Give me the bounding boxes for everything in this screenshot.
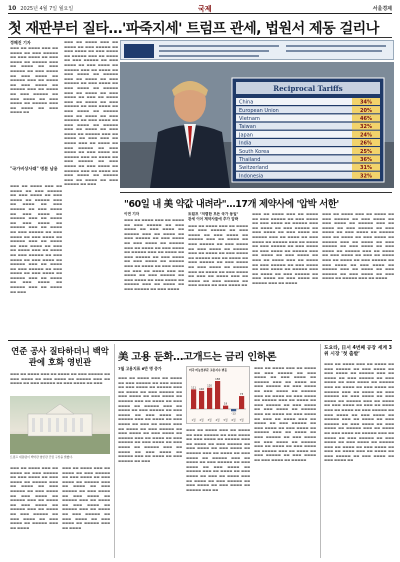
tariff-country: South Korea	[239, 148, 270, 155]
bottom-left-text2: ▬▬▬ ▬▬ ▬▬▬▬ ▬▬▬ ▬▬ ▬▬▬▬ ▬▬ ▬▬▬ ▬▬▬▬▬ ▬▬ ▬▬▬ ▬▬▬▬ ▬▬ ▬▬▬ ▬▬▬▬ ▬▬ ▬▬▬▬▬ ▬▬▬ ▬▬ ▬▬▬▬ ▬▬ ▬▬▬ ▬▬▬▬▬ ▬▬ ▬▬▬ ▬▬▬▬ ▬▬ ▬▬▬ ▬▬▬▬ ▬▬ ▬▬▬▬▬ ▬▬▬ ▬▬ ▬▬▬▬ ▬▬ ▬▬▬ ▬▬▬▬ ▬▬ ▬▬▬▬▬ ▬▬▬ ▬▬ ▬▬▬▬ ▬▬ ▬▬▬ ▬▬▬▬▬ ▬▬ ▬▬▬ ▬▬▬▬ ▬▬ ▬▬▬ ▬▬▬▬ ▬▬ ▬▬▬▬▬ ▬▬▬ ▬▬ ▬▬▬▬	[62, 466, 110, 530]
subheading-emergency: "국가비상사태" 명분 남용	[10, 166, 58, 171]
chart-category-label: 7월	[239, 419, 244, 422]
subheading-pressure: 관세 이어 제약사들에 추가 압박	[188, 216, 239, 221]
tariff-rate: 36%	[360, 157, 372, 163]
chart-bar	[239, 396, 244, 409]
bottom-left-intro: ▬▬▬ ▬▬ ▬▬▬▬ ▬▬▬ ▬▬ ▬▬▬▬ ▬▬ ▬▬▬ ▬▬▬▬▬ ▬▬ ▬▬▬ ▬▬▬▬ ▬▬ ▬▬▬ ▬▬▬▬ ▬▬ ▬▬▬▬▬ ▬▬▬ ▬▬ ▬▬▬▬ ▬▬ ▬▬▬ ▬▬▬▬▬ ▬▬ ▬▬▬ ▬▬▬▬ ▬▬ ▬▬▬	[10, 372, 110, 386]
photo-illustration	[120, 62, 394, 188]
article-text-col1: ▬▬▬ ▬▬ ▬▬▬▬ ▬▬▬ ▬▬ ▬▬▬▬ ▬▬ ▬▬▬ ▬▬▬▬▬ ▬▬ ▬▬▬ ▬▬▬▬ ▬▬ ▬▬▬ ▬▬▬▬ ▬▬ ▬▬▬▬▬ ▬▬▬ ▬▬ ▬▬▬▬ ▬▬ ▬▬▬ ▬▬▬▬▬ ▬▬ ▬▬▬ ▬▬▬▬ ▬▬ ▬▬▬ ▬▬▬▬ ▬▬ ▬▬▬▬▬ ▬▬▬ ▬▬ ▬▬▬▬ ▬▬ ▬▬▬ ▬▬▬▬ ▬▬ ▬▬▬▬▬ ▬▬▬ ▬▬ ▬▬▬▬ ▬▬ ▬▬▬ ▬▬▬▬▬ ▬▬ ▬▬▬ ▬▬▬▬ ▬▬ ▬▬▬ ▬▬▬▬ ▬▬ ▬▬▬▬▬ ▬▬▬ ▬▬ ▬▬▬▬ ▬▬ ▬▬▬ ▬▬▬▬ ▬▬	[10, 46, 58, 115]
main-headline: 첫 재판부터 질타…'파죽지세' 트럼프 관세, 법원서 제동 걸리나	[8, 21, 379, 37]
chart-data-label: 73	[239, 393, 244, 397]
article-text-mid3: ▬▬▬ ▬▬ ▬▬▬▬ ▬▬▬ ▬▬ ▬▬▬▬ ▬▬ ▬▬▬ ▬▬▬▬▬ ▬▬ ▬▬▬ ▬▬▬▬ ▬▬ ▬▬▬ ▬▬▬▬ ▬▬ ▬▬▬▬▬ ▬▬▬ ▬▬ ▬▬▬▬ ▬▬ ▬▬▬ ▬▬▬▬▬ ▬▬ ▬▬▬ ▬▬▬▬ ▬▬ ▬▬▬ ▬▬▬▬ ▬▬ ▬▬▬▬▬ ▬▬▬ ▬▬ ▬▬▬▬ ▬▬ ▬▬▬ ▬▬▬▬ ▬▬ ▬▬▬▬▬ ▬▬▬ ▬▬ ▬▬▬▬ ▬▬ ▬▬▬ ▬▬▬▬▬ ▬▬ ▬▬▬ ▬▬▬▬ ▬▬ ▬▬▬ ▬▬▬▬ ▬▬ ▬▬▬▬▬ ▬▬▬ ▬▬ ▬▬▬▬ ▬▬ ▬▬▬ ▬▬▬▬ ▬▬ ▬▬▬ ▬▬ ▬▬▬▬ ▬▬▬ ▬▬ ▬▬▬▬ ▬▬ ▬▬▬ ▬▬▬▬▬ ▬▬ ▬▬▬ ▬▬▬▬ ▬▬ ▬▬▬ ▬▬▬▬ ▬▬ ▬▬▬▬▬ ▬▬▬ ▬▬ ▬▬▬▬ ▬▬ ▬▬▬ ▬▬▬▬▬ ▬▬ ▬▬▬ ▬▬▬▬ ▬▬ ▬▬▬ ▬▬▬▬ ▬▬ ▬▬▬▬▬ ▬▬▬ ▬▬ ▬▬▬▬	[252, 212, 318, 285]
tariff-country: China	[239, 99, 254, 106]
tariff-rate: 32%	[360, 173, 372, 180]
chart-category-label: 5월	[223, 419, 228, 422]
tariff-rate: 25%	[360, 148, 372, 155]
chart-category-label: 4월	[215, 419, 220, 422]
article-text-mid1: ▬▬▬ ▬▬ ▬▬▬▬ ▬▬▬ ▬▬ ▬▬▬▬ ▬▬ ▬▬▬ ▬▬▬▬▬ ▬▬ ▬▬▬ ▬▬▬▬ ▬▬ ▬▬▬ ▬▬▬▬ ▬▬ ▬▬▬▬▬ ▬▬▬ ▬▬ ▬▬▬▬ ▬▬ ▬▬▬ ▬▬▬▬▬ ▬▬ ▬▬▬ ▬▬▬▬ ▬▬ ▬▬▬ ▬▬▬▬ ▬▬ ▬▬▬▬▬ ▬▬▬ ▬▬ ▬▬▬▬ ▬▬ ▬▬▬ ▬▬▬▬ ▬▬ ▬▬▬▬▬ ▬▬▬ ▬▬ ▬▬▬▬ ▬▬ ▬▬▬ ▬▬▬▬▬ ▬▬ ▬▬▬ ▬▬▬▬ ▬▬ ▬▬▬ ▬▬▬▬ ▬▬ ▬▬▬▬▬ ▬▬▬ ▬▬ ▬▬▬▬ ▬▬ ▬▬▬ ▬▬▬▬ ▬▬ ▬▬▬ ▬▬ ▬▬▬▬ ▬▬▬ ▬▬ ▬▬▬▬ ▬▬ ▬▬▬ ▬▬▬▬▬ ▬▬ ▬▬▬ ▬▬▬▬ ▬▬ ▬▬▬ ▬▬▬▬ ▬▬ ▬▬▬▬▬ ▬▬▬ ▬▬ ▬▬▬▬ ▬▬ ▬▬▬ ▬▬▬▬▬ ▬▬ ▬▬▬ ▬▬▬▬	[124, 218, 184, 291]
chart-data-label: 111	[191, 386, 197, 390]
infographic-banner	[120, 40, 394, 60]
bottom-mid-subhead: 7월 고용지표 6만 명 증가	[118, 366, 162, 371]
bottom-left-headline: 연준 공사 질타하더니 백악관에 호화 영빈관	[11, 346, 109, 367]
bottom-left-caption: 트럼프 대통령이 백악관 영빈관 건립 구상을 밝혔다.	[10, 455, 73, 459]
bottom-right-headline: 도요타, 日서 4번째 공장 세계 3위 시장 '첫 출발'	[324, 346, 392, 358]
tariff-country: Japan	[239, 132, 253, 139]
employment-chart	[186, 366, 250, 424]
page-header-bar	[8, 4, 392, 14]
tariff-rate: 46%	[360, 116, 372, 122]
paper-name: 서울경제	[372, 6, 392, 12]
tariff-country: Taiwan	[239, 124, 257, 131]
byline: 정혜진 기자	[10, 40, 31, 45]
chart-data-label: 102	[199, 387, 205, 391]
tariff-country: Vietnam	[239, 116, 260, 122]
article-text-mid4: ▬▬▬ ▬▬ ▬▬▬▬ ▬▬▬ ▬▬ ▬▬▬▬ ▬▬ ▬▬▬ ▬▬▬▬▬ ▬▬ ▬▬▬ ▬▬▬▬ ▬▬ ▬▬▬ ▬▬▬▬ ▬▬ ▬▬▬▬▬ ▬▬▬ ▬▬ ▬▬▬▬ ▬▬ ▬▬▬ ▬▬▬▬▬ ▬▬ ▬▬▬ ▬▬▬▬ ▬▬ ▬▬▬ ▬▬▬▬ ▬▬ ▬▬▬▬▬ ▬▬▬ ▬▬ ▬▬▬▬ ▬▬ ▬▬▬ ▬▬▬▬ ▬▬ ▬▬▬▬▬ ▬▬▬ ▬▬ ▬▬▬▬ ▬▬ ▬▬▬ ▬▬▬▬▬ ▬▬ ▬▬▬ ▬▬▬▬ ▬▬ ▬▬▬ ▬▬▬▬ ▬▬ ▬▬▬▬▬ ▬▬▬ ▬▬ ▬▬▬▬ ▬▬ ▬▬▬ ▬▬▬▬ ▬▬ ▬▬▬ ▬▬ ▬▬▬▬ ▬▬▬ ▬▬ ▬▬▬▬ ▬▬ ▬▬▬ ▬▬▬▬▬ ▬▬ ▬▬▬ ▬▬▬▬ ▬▬ ▬▬▬ ▬▬▬▬ ▬▬ ▬▬▬▬▬ ▬▬▬ ▬▬ ▬▬▬▬ ▬▬ ▬▬▬ ▬▬▬▬▬ ▬▬ ▬▬▬ ▬▬▬▬ ▬▬ ▬▬▬ ▬▬▬▬ ▬▬ ▬▬▬▬▬ ▬▬▬ ▬▬ ▬▬▬▬	[322, 212, 394, 281]
tariff-country: India	[239, 140, 252, 147]
bottom-left-photo-white-house	[10, 396, 110, 454]
chart-bar	[207, 388, 212, 409]
mid-byline: 이연 기자	[124, 212, 140, 216]
headline-rule	[8, 37, 392, 38]
section-title: 국제	[198, 4, 212, 13]
tariff-rate: 24%	[360, 132, 372, 139]
issue-date: 2025년 4월 7일 월요일	[20, 6, 74, 12]
sign-title: Reciprocal Tariffs	[273, 84, 343, 93]
bottom-mid-text3: ▬▬▬ ▬▬ ▬▬▬▬ ▬▬▬ ▬▬ ▬▬▬▬ ▬▬ ▬▬▬ ▬▬▬▬▬ ▬▬ ▬▬▬ ▬▬▬▬ ▬▬ ▬▬▬ ▬▬▬▬ ▬▬ ▬▬▬▬▬ ▬▬▬ ▬▬ ▬▬▬▬ ▬▬ ▬▬▬ ▬▬▬▬▬ ▬▬ ▬▬▬ ▬▬▬▬ ▬▬ ▬▬▬ ▬▬▬▬ ▬▬ ▬▬▬▬▬ ▬▬▬ ▬▬ ▬▬▬▬ ▬▬ ▬▬▬ ▬▬▬▬ ▬▬ ▬▬▬▬▬ ▬▬▬ ▬▬ ▬▬▬▬ ▬▬ ▬▬▬ ▬▬▬▬▬ ▬▬ ▬▬▬ ▬▬▬▬ ▬▬ ▬▬▬ ▬▬▬▬ ▬▬ ▬▬▬▬▬ ▬▬▬ ▬▬ ▬▬▬▬ ▬▬ ▬▬▬ ▬▬▬▬ ▬▬ ▬▬▬ ▬▬ ▬▬▬▬ ▬▬▬ ▬▬ ▬▬▬▬ ▬▬ ▬▬▬ ▬▬▬▬▬ ▬▬ ▬▬▬ ▬▬▬▬ ▬▬ ▬▬▬ ▬▬▬▬ ▬▬ ▬▬▬▬▬ ▬▬▬ ▬▬ ▬▬▬▬ ▬▬ ▬▬▬ ▬▬▬▬▬ ▬▬ ▬▬▬ ▬▬▬▬ ▬▬ ▬▬▬ ▬▬▬▬ ▬▬ ▬▬▬▬▬ ▬▬▬ ▬▬ ▬▬▬▬ ▬▬ ▬▬▬ ▬▬▬▬ ▬▬ ▬▬▬▬▬ ▬▬▬ ▬▬ ▬▬▬▬ ▬▬ ▬▬▬ ▬▬▬▬▬ ▬▬ ▬▬▬ ▬▬▬▬ ▬▬ ▬▬▬ ▬▬▬▬ ▬▬ ▬▬▬▬▬	[254, 366, 316, 462]
chart-bar	[223, 406, 228, 409]
chart-category-label: 1월	[191, 419, 196, 422]
chart-bar	[231, 409, 236, 411]
chart-title: 미국 비농업부문 고용지수 변동	[189, 368, 228, 372]
article-text-col1b: ▬▬▬ ▬▬ ▬▬▬▬ ▬▬▬ ▬▬ ▬▬▬▬ ▬▬ ▬▬▬ ▬▬▬▬▬ ▬▬ ▬▬▬ ▬▬▬▬ ▬▬ ▬▬▬ ▬▬▬▬ ▬▬ ▬▬▬▬▬ ▬▬▬ ▬▬ ▬▬▬▬ ▬▬ ▬▬▬ ▬▬▬▬▬ ▬▬ ▬▬▬ ▬▬▬▬ ▬▬ ▬▬▬ ▬▬▬▬ ▬▬ ▬▬▬▬▬ ▬▬▬ ▬▬ ▬▬▬▬ ▬▬ ▬▬▬ ▬▬▬▬ ▬▬ ▬▬▬▬▬ ▬▬▬ ▬▬ ▬▬▬▬ ▬▬ ▬▬▬ ▬▬▬▬▬ ▬▬ ▬▬▬ ▬▬▬▬ ▬▬ ▬▬▬ ▬▬▬▬ ▬▬ ▬▬▬▬▬ ▬▬▬ ▬▬ ▬▬▬▬ ▬▬ ▬▬▬ ▬▬▬▬ ▬▬ ▬▬▬ ▬▬ ▬▬▬▬ ▬▬▬ ▬▬ ▬▬▬▬ ▬▬ ▬▬▬ ▬▬▬▬▬ ▬▬ ▬▬▬ ▬▬▬▬ ▬▬ ▬▬▬ ▬▬▬▬ ▬▬ ▬▬▬▬▬ ▬▬▬ ▬▬ ▬▬▬▬ ▬▬ ▬▬▬ ▬▬▬▬▬ ▬▬ ▬▬▬ ▬▬▬▬ ▬▬ ▬▬▬ ▬▬▬▬ ▬▬ ▬▬▬▬▬ ▬▬▬ ▬▬ ▬▬▬▬ ▬▬ ▬▬▬ ▬▬▬▬ ▬▬ ▬▬▬▬▬ ▬▬▬ ▬▬ ▬▬▬▬ ▬▬ ▬▬▬	[10, 184, 62, 294]
infographic-label-box	[124, 44, 154, 58]
tariff-country: Indonesia	[239, 173, 264, 180]
bottom-mid-text2: ▬▬▬ ▬▬ ▬▬▬▬ ▬▬▬ ▬▬ ▬▬▬▬ ▬▬ ▬▬▬ ▬▬▬▬▬ ▬▬ ▬▬▬ ▬▬▬▬ ▬▬ ▬▬▬ ▬▬▬▬ ▬▬ ▬▬▬▬▬ ▬▬▬ ▬▬ ▬▬▬▬ ▬▬ ▬▬▬ ▬▬▬▬▬ ▬▬ ▬▬▬ ▬▬▬▬ ▬▬ ▬▬▬ ▬▬▬▬ ▬▬ ▬▬▬▬▬ ▬▬▬ ▬▬ ▬▬▬▬ ▬▬ ▬▬▬ ▬▬▬▬ ▬▬ ▬▬▬▬▬ ▬▬▬ ▬▬ ▬▬▬▬ ▬▬ ▬▬▬ ▬▬▬▬▬ ▬▬ ▬▬▬ ▬▬▬▬ ▬▬ ▬▬▬ ▬▬▬▬ ▬▬ ▬▬▬▬▬ ▬▬▬ ▬▬ ▬▬▬▬ ▬▬ ▬▬▬ ▬▬▬▬ ▬▬ ▬▬▬ ▬▬ ▬▬▬▬ ▬▬▬ ▬▬ ▬▬▬▬ ▬▬ ▬▬▬ ▬▬▬▬▬ ▬▬ ▬▬▬ ▬▬▬▬ ▬▬ ▬▬▬ ▬▬▬▬ ▬▬ ▬▬▬▬▬ ▬▬▬ ▬▬	[186, 428, 250, 492]
chart-bar	[215, 381, 220, 409]
bottom-mid-text1: ▬▬▬ ▬▬ ▬▬▬▬ ▬▬▬ ▬▬ ▬▬▬▬ ▬▬ ▬▬▬ ▬▬▬▬▬ ▬▬ ▬▬▬ ▬▬▬▬ ▬▬ ▬▬▬ ▬▬▬▬ ▬▬ ▬▬▬▬▬ ▬▬▬ ▬▬ ▬▬▬▬ ▬▬ ▬▬▬ ▬▬▬▬▬ ▬▬ ▬▬▬ ▬▬▬▬ ▬▬ ▬▬▬ ▬▬▬▬ ▬▬ ▬▬▬▬▬ ▬▬▬ ▬▬ ▬▬▬▬ ▬▬ ▬▬▬ ▬▬▬▬ ▬▬ ▬▬▬▬▬ ▬▬▬ ▬▬ ▬▬▬▬ ▬▬ ▬▬▬ ▬▬▬▬▬ ▬▬ ▬▬▬ ▬▬▬▬ ▬▬ ▬▬▬ ▬▬▬▬ ▬▬ ▬▬▬▬▬ ▬▬▬ ▬▬ ▬▬▬▬ ▬▬ ▬▬▬ ▬▬▬▬ ▬▬ ▬▬▬ ▬▬ ▬▬▬▬ ▬▬▬ ▬▬ ▬▬▬▬ ▬▬ ▬▬▬ ▬▬▬▬▬ ▬▬ ▬▬▬ ▬▬▬▬ ▬▬ ▬▬▬ ▬▬▬▬ ▬▬ ▬▬▬▬▬ ▬▬▬ ▬▬ ▬▬▬▬ ▬▬ ▬▬▬ ▬▬▬▬▬ ▬▬ ▬▬▬ ▬▬▬▬ ▬▬ ▬▬▬ ▬▬▬▬ ▬▬ ▬▬▬▬▬ ▬▬▬ ▬▬ ▬▬▬▬ ▬▬ ▬▬▬ ▬▬▬▬ ▬▬ ▬▬▬▬▬ ▬▬▬ ▬▬ ▬▬▬▬ ▬▬ ▬▬▬ ▬▬▬▬▬ ▬▬ ▬▬▬	[118, 376, 182, 463]
chart-data-label: -13	[231, 412, 236, 416]
mid-headline: "60일 내 美 약값 내려라"…17개 제약사에 '압박 서한'	[124, 199, 339, 210]
tariff-rate: 26%	[360, 140, 372, 147]
article-text-col2: ▬▬▬ ▬▬ ▬▬▬▬ ▬▬▬ ▬▬ ▬▬▬▬ ▬▬ ▬▬▬ ▬▬▬▬▬ ▬▬ ▬▬▬ ▬▬▬▬ ▬▬ ▬▬▬ ▬▬▬▬ ▬▬ ▬▬▬▬▬ ▬▬▬ ▬▬ ▬▬▬▬ ▬▬ ▬▬▬ ▬▬▬▬▬ ▬▬ ▬▬▬ ▬▬▬▬ ▬▬ ▬▬▬ ▬▬▬▬ ▬▬ ▬▬▬▬▬ ▬▬▬ ▬▬ ▬▬▬▬ ▬▬ ▬▬▬ ▬▬▬▬ ▬▬ ▬▬▬▬▬ ▬▬▬ ▬▬ ▬▬▬▬ ▬▬ ▬▬▬ ▬▬▬▬▬ ▬▬ ▬▬▬ ▬▬▬▬ ▬▬ ▬▬▬ ▬▬▬▬ ▬▬ ▬▬▬▬▬ ▬▬▬ ▬▬ ▬▬▬▬ ▬▬ ▬▬▬ ▬▬▬▬ ▬▬ ▬▬▬ ▬▬ ▬▬▬▬ ▬▬▬ ▬▬ ▬▬▬▬ ▬▬ ▬▬▬ ▬▬▬▬▬ ▬▬ ▬▬▬ ▬▬▬▬ ▬▬ ▬▬▬ ▬▬▬▬ ▬▬ ▬▬▬▬▬ ▬▬▬ ▬▬ ▬▬▬▬ ▬▬ ▬▬▬ ▬▬▬▬▬ ▬▬ ▬▬▬ ▬▬▬▬ ▬▬ ▬▬▬ ▬▬▬▬ ▬▬ ▬▬▬▬▬ ▬▬▬ ▬▬ ▬▬▬▬ ▬▬ ▬▬▬ ▬▬▬▬ ▬▬ ▬▬▬▬▬ ▬▬▬ ▬▬ ▬▬▬▬ ▬▬ ▬▬▬ ▬▬▬ ▬▬ ▬▬▬▬ ▬▬▬ ▬▬ ▬▬▬▬ ▬▬ ▬▬▬ ▬▬▬▬▬ ▬▬ ▬▬▬ ▬▬▬▬ ▬▬ ▬▬▬ ▬▬▬▬ ▬▬ ▬▬▬▬▬ ▬▬▬ ▬▬ ▬▬▬▬ ▬▬ ▬▬▬ ▬▬▬▬▬ ▬▬ ▬▬▬ ▬▬▬▬ ▬▬ ▬▬▬ ▬▬▬▬ ▬▬ ▬▬▬▬▬ ▬▬▬ ▬▬ ▬▬▬▬ ▬▬ ▬▬▬ ▬▬▬▬ ▬▬ ▬▬▬▬▬ ▬▬▬ ▬▬ ▬▬▬▬ ▬▬ ▬▬▬ ▬▬▬▬▬ ▬▬ ▬▬▬	[64, 40, 118, 187]
main-photo-trump-tariffs	[120, 62, 394, 188]
chart-data-label: 120	[207, 384, 213, 388]
chart-category-label: 6월	[231, 419, 236, 422]
tariff-country: Switzerland	[239, 165, 269, 172]
article-text-mid2: 트럼프 "저렴한 모든 국가 동일" 관세 이어 제약사들에 추가 압박 ▬▬▬ ▬▬ ▬▬▬▬ ▬▬▬ ▬▬ ▬▬▬▬ ▬▬ ▬▬▬ ▬▬▬▬▬ ▬▬ ▬▬▬ ▬▬▬▬ ▬▬ ▬▬▬ ▬▬▬▬ ▬▬ ▬▬▬▬▬ ▬▬▬ ▬▬ ▬▬▬▬ ▬▬ ▬▬▬ ▬▬▬▬▬ ▬▬ ▬▬▬ ▬▬▬▬ ▬▬ ▬▬▬ ▬▬▬▬ ▬▬ ▬▬▬▬▬ ▬▬▬ ▬▬ ▬▬▬▬ ▬▬ ▬▬▬ ▬▬▬▬ ▬▬ ▬▬▬▬▬ ▬▬▬ ▬▬ ▬▬▬▬ ▬▬ ▬▬▬ ▬▬▬▬▬ ▬▬ ▬▬▬ ▬▬▬▬ ▬▬ ▬▬▬ ▬▬▬▬ ▬▬ ▬▬▬▬▬ ▬▬▬ ▬▬ ▬▬▬▬ ▬▬ ▬▬▬ ▬▬▬▬ ▬▬ ▬▬▬ ▬▬ ▬▬▬▬ ▬▬▬ ▬▬ ▬▬▬▬ ▬▬ ▬▬▬ ▬▬▬▬▬ ▬▬ ▬▬▬ ▬▬▬▬ ▬▬ ▬▬▬ ▬▬▬▬ ▬▬	[188, 212, 248, 288]
bottom-left-text1: ▬▬▬ ▬▬ ▬▬▬▬ ▬▬▬ ▬▬ ▬▬▬▬ ▬▬ ▬▬▬ ▬▬▬▬▬ ▬▬ ▬▬▬ ▬▬▬▬ ▬▬ ▬▬▬ ▬▬▬▬ ▬▬ ▬▬▬▬▬ ▬▬▬ ▬▬ ▬▬▬▬ ▬▬ ▬▬▬ ▬▬▬▬▬ ▬▬ ▬▬▬ ▬▬▬▬ ▬▬ ▬▬▬ ▬▬▬▬ ▬▬ ▬▬▬▬▬ ▬▬▬ ▬▬ ▬▬▬▬ ▬▬ ▬▬▬ ▬▬▬▬ ▬▬ ▬▬▬▬▬ ▬▬▬ ▬▬ ▬▬▬▬ ▬▬ ▬▬▬ ▬▬▬▬▬ ▬▬ ▬▬▬ ▬▬▬▬ ▬▬ ▬▬▬ ▬▬▬▬ ▬▬ ▬▬▬▬▬ ▬▬▬ ▬▬ ▬▬▬▬	[10, 466, 58, 530]
tariff-rate: 31%	[360, 165, 372, 172]
tariff-rate: 32%	[360, 124, 372, 131]
chart-plot	[187, 373, 249, 423]
tariff-rate: 20%	[360, 107, 372, 114]
chart-category-label: 3월	[207, 419, 212, 422]
bottom-right-text: ▬▬▬ ▬▬ ▬▬▬▬ ▬▬▬ ▬▬ ▬▬▬▬ ▬▬ ▬▬▬ ▬▬▬▬▬ ▬▬ ▬▬▬ ▬▬▬▬ ▬▬ ▬▬▬ ▬▬▬▬ ▬▬ ▬▬▬▬▬ ▬▬▬ ▬▬ ▬▬▬▬ ▬▬ ▬▬▬ ▬▬▬▬▬ ▬▬ ▬▬▬ ▬▬▬▬ ▬▬ ▬▬▬ ▬▬▬▬ ▬▬ ▬▬▬▬▬ ▬▬▬ ▬▬ ▬▬▬▬ ▬▬ ▬▬▬ ▬▬▬▬ ▬▬ ▬▬▬▬▬ ▬▬▬ ▬▬ ▬▬▬▬ ▬▬ ▬▬▬ ▬▬▬▬▬ ▬▬ ▬▬▬ ▬▬▬▬ ▬▬ ▬▬▬ ▬▬▬▬ ▬▬ ▬▬▬▬▬ ▬▬▬ ▬▬ ▬▬▬▬ ▬▬ ▬▬▬ ▬▬▬▬ ▬▬ ▬▬▬ ▬▬ ▬▬▬▬ ▬▬▬ ▬▬ ▬▬▬▬ ▬▬ ▬▬▬ ▬▬▬▬▬ ▬▬ ▬▬▬ ▬▬▬▬ ▬▬ ▬▬▬ ▬▬▬▬ ▬▬ ▬▬▬▬▬ ▬▬▬ ▬▬ ▬▬▬▬ ▬▬ ▬▬▬ ▬▬▬▬▬ ▬▬ ▬▬▬ ▬▬▬▬ ▬▬ ▬▬▬ ▬▬▬▬ ▬▬ ▬▬▬▬▬ ▬▬▬ ▬▬ ▬▬▬▬ ▬▬ ▬▬▬ ▬▬▬▬ ▬▬ ▬▬▬▬▬ ▬▬▬ ▬▬ ▬▬▬▬ ▬▬ ▬▬▬ ▬▬▬▬▬ ▬▬ ▬▬▬ ▬▬▬▬ ▬▬ ▬▬▬ ▬▬▬▬ ▬▬ ▬▬▬▬▬ ▬▬▬ ▬▬ ▬▬▬▬ ▬▬ ▬▬▬ ▬▬▬▬ ▬▬ ▬▬▬ ▬▬ ▬▬▬▬ ▬▬▬ ▬▬ ▬▬▬▬ ▬▬ ▬▬▬ ▬▬▬▬▬ ▬▬ ▬▬▬ ▬▬▬▬ ▬▬ ▬▬▬ ▬▬▬▬ ▬▬	[324, 362, 394, 463]
chart-data-label: 158	[215, 378, 221, 381]
subheading-cheap: 트럼프 "저렴한 모든 국가 동일"	[188, 212, 239, 216]
chart-category-label: 2월	[199, 419, 204, 422]
bottom-mid-headline: 美 고용 둔화…고개드는 금리 인하론	[118, 351, 277, 363]
section-divider	[8, 340, 392, 341]
chart-bar	[199, 391, 204, 409]
chart-data-label: 19	[223, 402, 228, 406]
tariff-rate: 34%	[360, 99, 372, 106]
tariff-country: Thailand	[239, 157, 261, 163]
tariff-country: European Union	[239, 107, 279, 114]
chart-bar	[191, 389, 196, 409]
page-number: 10	[8, 5, 17, 12]
